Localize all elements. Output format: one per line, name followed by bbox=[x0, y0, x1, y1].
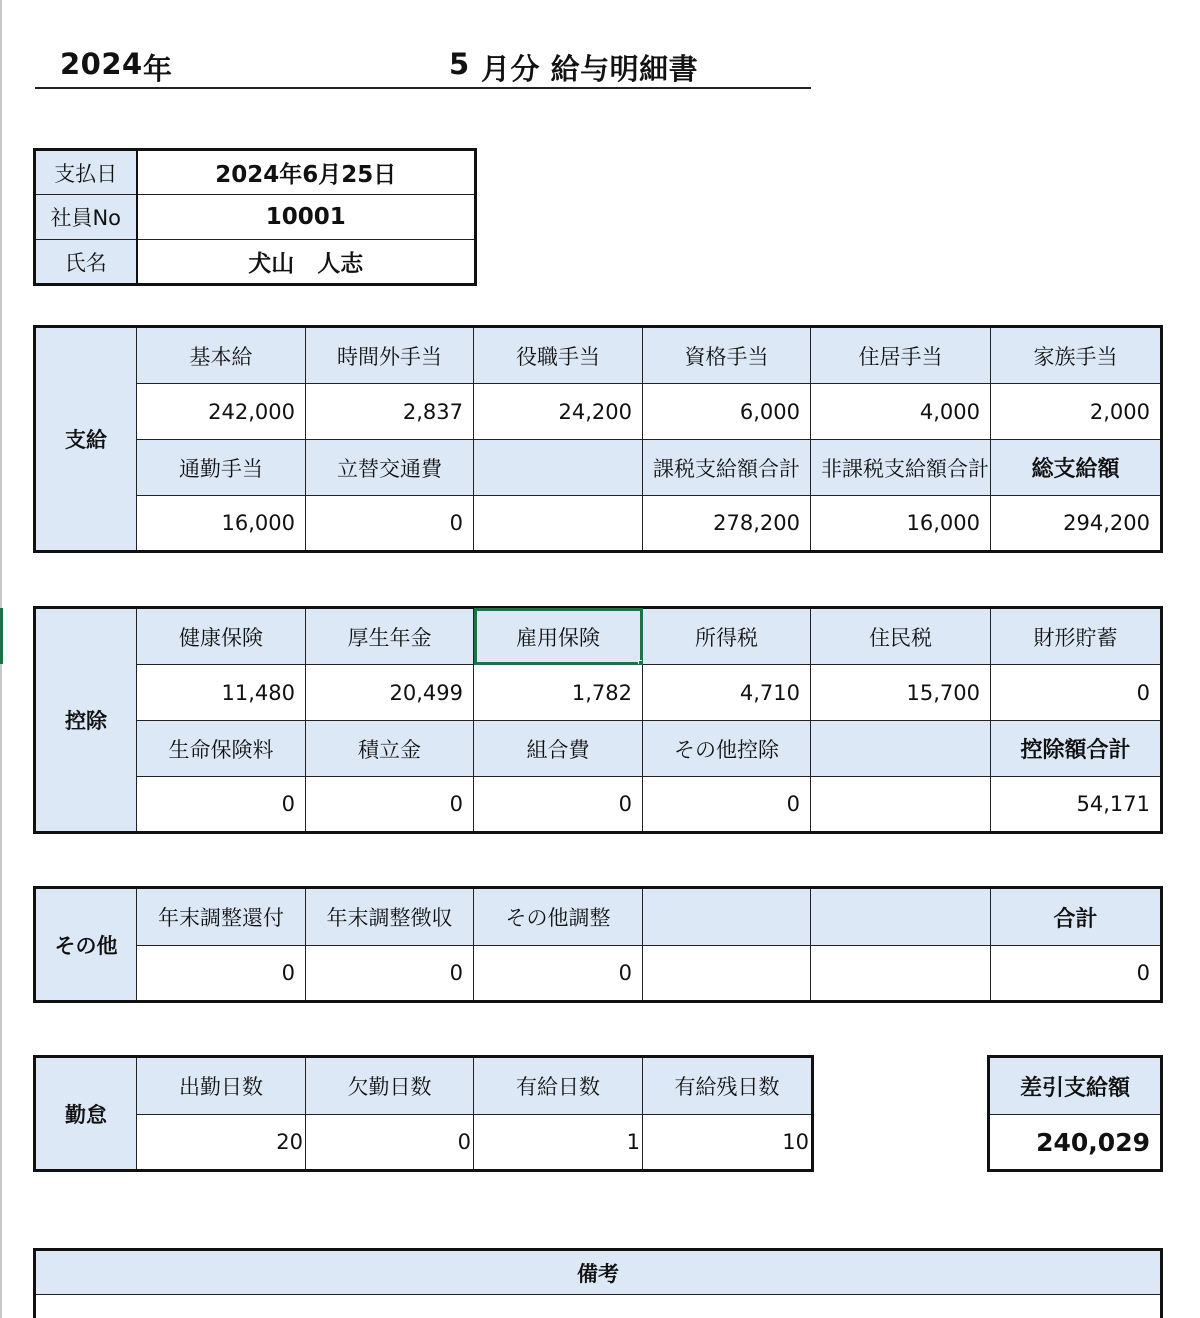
fill-handle[interactable] bbox=[638, 660, 643, 665]
other-total-label[interactable]: 合計 bbox=[991, 888, 1162, 946]
name-label[interactable]: 氏名 bbox=[35, 240, 137, 285]
net-pay-value[interactable]: 240,029 bbox=[989, 1115, 1162, 1171]
name-value[interactable]: 犬山 人志 bbox=[137, 240, 476, 285]
pay-label[interactable]: 役職手当 bbox=[474, 327, 643, 384]
deduction-value[interactable]: 0 bbox=[306, 777, 474, 833]
pay-value[interactable]: 0 bbox=[306, 496, 474, 552]
deduction-value[interactable]: 0 bbox=[137, 777, 306, 833]
deduction-label[interactable]: 財形貯蓄 bbox=[991, 608, 1162, 665]
payments-section-label[interactable]: 支給 bbox=[35, 327, 137, 552]
net-pay-label[interactable]: 差引支給額 bbox=[989, 1057, 1162, 1115]
remarks-table bbox=[33, 1248, 1163, 1318]
other-table bbox=[33, 886, 1163, 1003]
deduction-value[interactable]: 11,480 bbox=[137, 665, 306, 721]
deduction-label[interactable]: 組合費 bbox=[474, 721, 643, 777]
payment-date-value[interactable]: 2024年6月25日 bbox=[137, 150, 476, 195]
info-table bbox=[33, 148, 477, 286]
pay-value[interactable]: 16,000 bbox=[137, 496, 306, 552]
pay-label[interactable]: 通勤手当 bbox=[137, 440, 306, 496]
pay-label[interactable]: 住居手当 bbox=[811, 327, 991, 384]
deductions-table bbox=[33, 606, 1163, 834]
pay-value[interactable]: 242,000 bbox=[137, 384, 306, 440]
title-year: 2024 bbox=[60, 47, 143, 81]
empty-cell[interactable] bbox=[474, 440, 643, 496]
pay-value[interactable]: 2,000 bbox=[991, 384, 1162, 440]
attendance-value[interactable]: 1 bbox=[474, 1115, 643, 1171]
deduction-label[interactable]: 住民税 bbox=[811, 608, 991, 665]
row-selection-marker bbox=[0, 608, 3, 664]
deduction-label[interactable]: 生命保険料 bbox=[137, 721, 306, 777]
title-month: 5 bbox=[449, 47, 470, 81]
other-value[interactable]: 0 bbox=[137, 946, 306, 1002]
deduction-value[interactable]: 0 bbox=[991, 665, 1162, 721]
pay-label[interactable]: 立替交通費 bbox=[306, 440, 474, 496]
pay-value[interactable]: 278,200 bbox=[643, 496, 811, 552]
other-label[interactable]: その他調整 bbox=[474, 888, 643, 946]
pay-value[interactable]: 2,837 bbox=[306, 384, 474, 440]
other-section-label[interactable]: その他 bbox=[35, 888, 137, 1002]
pay-label[interactable]: 非課税支給額合計 bbox=[811, 440, 991, 496]
payments-table bbox=[33, 325, 1163, 553]
deduction-value[interactable]: 20,499 bbox=[306, 665, 474, 721]
total-deductions-value[interactable]: 54,171 bbox=[991, 777, 1162, 833]
payment-date-label[interactable]: 支払日 bbox=[35, 150, 137, 195]
deduction-value[interactable]: 0 bbox=[474, 777, 643, 833]
pay-label[interactable]: 課税支給額合計 bbox=[643, 440, 811, 496]
attendance-label[interactable]: 有給残日数 bbox=[643, 1057, 813, 1115]
gross-pay-value[interactable]: 294,200 bbox=[991, 496, 1162, 552]
net-pay-table bbox=[987, 1055, 1163, 1172]
deduction-value[interactable]: 1,782 bbox=[474, 665, 643, 721]
selected-cell[interactable] bbox=[474, 608, 643, 665]
empty-cell[interactable] bbox=[811, 946, 991, 1002]
other-label[interactable]: 年末調整徴収 bbox=[306, 888, 474, 946]
empty-cell[interactable] bbox=[643, 888, 811, 946]
payslip-title bbox=[35, 44, 811, 89]
deduction-label[interactable]: 所得税 bbox=[643, 608, 811, 665]
attendance-label[interactable]: 出勤日数 bbox=[137, 1057, 306, 1115]
other-total-value[interactable]: 0 bbox=[991, 946, 1162, 1002]
gross-pay-label[interactable]: 総支給額 bbox=[991, 440, 1162, 496]
empty-cell[interactable] bbox=[811, 777, 991, 833]
empty-cell[interactable] bbox=[643, 946, 811, 1002]
employee-no-label[interactable]: 社員No bbox=[35, 195, 137, 240]
pay-label[interactable]: 家族手当 bbox=[991, 327, 1162, 384]
deduction-value[interactable]: 0 bbox=[643, 777, 811, 833]
attendance-value[interactable]: 20 bbox=[137, 1115, 306, 1171]
attendance-table bbox=[33, 1055, 814, 1172]
employee-no-value[interactable]: 10001 bbox=[137, 195, 476, 240]
title-text: 月分 給与明細書 bbox=[481, 52, 699, 86]
attendance-value[interactable]: 0 bbox=[306, 1115, 474, 1171]
title-year-suffix: 年 bbox=[143, 52, 173, 86]
deductions-section-label[interactable]: 控除 bbox=[35, 608, 137, 833]
other-value[interactable]: 0 bbox=[474, 946, 643, 1002]
attendance-value[interactable]: 10 bbox=[643, 1115, 813, 1171]
remarks-label[interactable]: 備考 bbox=[35, 1250, 1162, 1295]
pay-value[interactable]: 4,000 bbox=[811, 384, 991, 440]
pay-value[interactable]: 6,000 bbox=[643, 384, 811, 440]
empty-cell[interactable] bbox=[811, 721, 991, 777]
pay-value[interactable]: 24,200 bbox=[474, 384, 643, 440]
deduction-label: 雇用保険 bbox=[516, 625, 600, 650]
other-label[interactable]: 年末調整還付 bbox=[137, 888, 306, 946]
total-deductions-label[interactable]: 控除額合計 bbox=[991, 721, 1162, 777]
deduction-label[interactable]: 積立金 bbox=[306, 721, 474, 777]
deduction-label[interactable]: その他控除 bbox=[643, 721, 811, 777]
other-value[interactable]: 0 bbox=[306, 946, 474, 1002]
pay-label[interactable]: 時間外手当 bbox=[306, 327, 474, 384]
deduction-label[interactable]: 健康保険 bbox=[137, 608, 306, 665]
sheet-bottom-edge bbox=[570, 1312, 750, 1318]
empty-cell[interactable] bbox=[474, 496, 643, 552]
deduction-value[interactable]: 4,710 bbox=[643, 665, 811, 721]
deduction-label[interactable]: 厚生年金 bbox=[306, 608, 474, 665]
pay-label[interactable]: 基本給 bbox=[137, 327, 306, 384]
pay-label[interactable]: 資格手当 bbox=[643, 327, 811, 384]
deduction-value[interactable]: 15,700 bbox=[811, 665, 991, 721]
attendance-label[interactable]: 欠勤日数 bbox=[306, 1057, 474, 1115]
empty-cell[interactable] bbox=[811, 888, 991, 946]
attendance-section-label[interactable]: 勤怠 bbox=[35, 1057, 137, 1171]
pay-value[interactable]: 16,000 bbox=[811, 496, 991, 552]
attendance-label[interactable]: 有給日数 bbox=[474, 1057, 643, 1115]
